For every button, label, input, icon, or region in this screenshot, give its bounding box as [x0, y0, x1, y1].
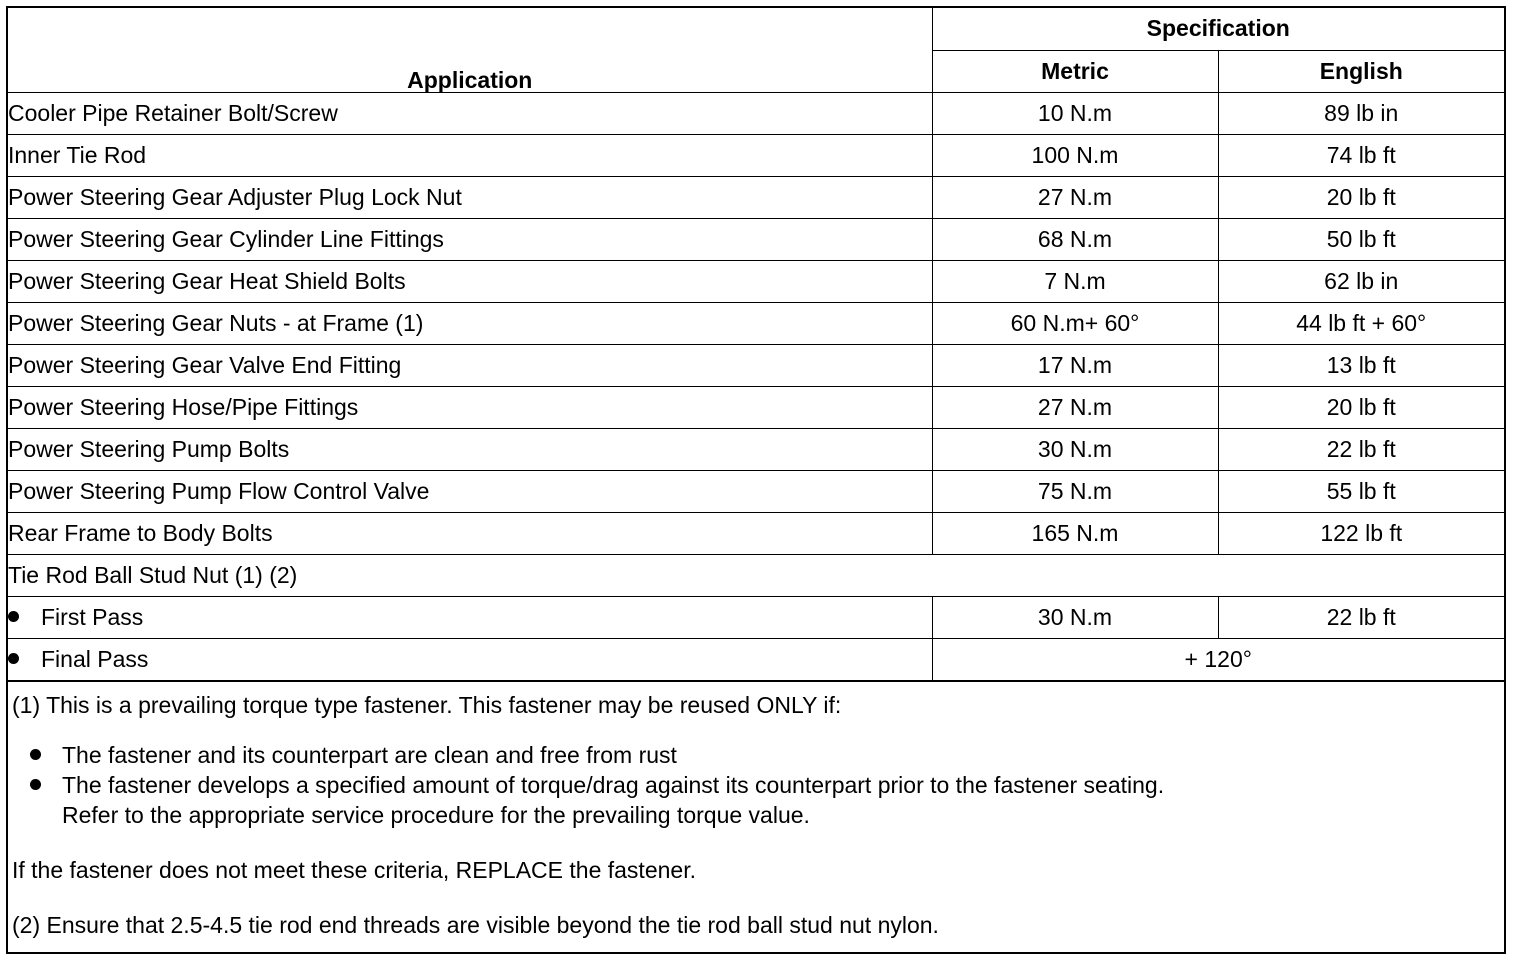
- metric-cell: 68 N.m: [932, 218, 1218, 260]
- application-cell: Power Steering Pump Bolts: [8, 428, 932, 470]
- condition-item: [30, 740, 1500, 770]
- bullet-icon: [8, 653, 19, 664]
- application-header: Application: [8, 8, 932, 92]
- subrow-final-pass: [8, 638, 1504, 680]
- table-row: [8, 302, 1504, 344]
- application-cell: Inner Tie Rod: [8, 134, 932, 176]
- metric-cell: 30 N.m: [932, 428, 1218, 470]
- note-2: (2) Ensure that 2.5-4.5 tie rod end threads are visible beyond the tie rod ball stud nut nylon.: [12, 911, 939, 938]
- application-cell: Rear Frame to Body Bolts: [8, 512, 932, 554]
- table-row: [8, 344, 1504, 386]
- condition-text: The fastener and its counterpart are clean and free from rust: [62, 741, 677, 768]
- metric-cell: 75 N.m: [932, 470, 1218, 512]
- subrow-first-pass: [8, 596, 1504, 638]
- english-cell: 13 lb ft: [1218, 344, 1504, 386]
- header-row-top: [8, 8, 1504, 50]
- table-row: [8, 470, 1504, 512]
- application-cell: Cooler Pipe Retainer Bolt/Screw: [8, 92, 932, 134]
- metric-cell: 17 N.m: [932, 344, 1218, 386]
- final-pass-value: + 120°: [932, 638, 1504, 680]
- first-pass-cell: [8, 596, 932, 638]
- note-1-conditions: [12, 740, 1500, 830]
- english-cell: 74 lb ft: [1218, 134, 1504, 176]
- application-cell: Power Steering Hose/Pipe Fittings: [8, 386, 932, 428]
- first-pass-english: 22 lb ft: [1218, 596, 1504, 638]
- metric-cell: 165 N.m: [932, 512, 1218, 554]
- english-header: English: [1218, 50, 1504, 92]
- table-row: [8, 92, 1504, 134]
- metric-cell: 27 N.m: [932, 386, 1218, 428]
- first-pass-label: First Pass: [41, 603, 144, 630]
- metric-cell: 27 N.m: [932, 176, 1218, 218]
- metric-cell: 10 N.m: [932, 92, 1218, 134]
- english-cell: 89 lb in: [1218, 92, 1504, 134]
- condition-text: The fastener develops a specified amount of torque/drag against its counterpart prior to the fastener seating.: [62, 771, 1165, 798]
- note-1-intro: (1) This is a prevailing torque type fastener. This fastener may be reused ONLY if:: [12, 691, 842, 718]
- final-pass-cell: [8, 638, 932, 680]
- application-cell: Power Steering Gear Heat Shield Bolts: [8, 260, 932, 302]
- bullet-icon: [30, 779, 41, 790]
- replace-instruction: If the fastener does not meet these criteria, REPLACE the fastener.: [12, 856, 696, 883]
- metric-cell: 100 N.m: [932, 134, 1218, 176]
- table-row: [8, 260, 1504, 302]
- condition-item: [30, 770, 1500, 830]
- english-cell: 55 lb ft: [1218, 470, 1504, 512]
- table-row: [8, 134, 1504, 176]
- table-row: [8, 386, 1504, 428]
- english-cell: 44 lb ft + 60°: [1218, 302, 1504, 344]
- table-row: [8, 428, 1504, 470]
- bullet-icon: [8, 611, 19, 622]
- torque-spec-table: [8, 8, 1504, 681]
- english-cell: 62 lb in: [1218, 260, 1504, 302]
- specification-header: Specification: [932, 8, 1504, 50]
- english-cell: 50 lb ft: [1218, 218, 1504, 260]
- application-cell: Power Steering Gear Adjuster Plug Lock Nut: [8, 176, 932, 218]
- torque-spec-sheet: [6, 6, 1506, 954]
- table-row: [8, 176, 1504, 218]
- first-pass-metric: 30 N.m: [932, 596, 1218, 638]
- footnotes: [8, 681, 1504, 940]
- english-cell: 22 lb ft: [1218, 428, 1504, 470]
- application-cell: Power Steering Gear Valve End Fitting: [8, 344, 932, 386]
- metric-header: Metric: [932, 50, 1218, 92]
- condition-text-continued: Refer to the appropriate service procedure for the prevailing torque value.: [62, 801, 810, 828]
- application-cell: Power Steering Pump Flow Control Valve: [8, 470, 932, 512]
- application-cell: Power Steering Gear Cylinder Line Fittings: [8, 218, 932, 260]
- group-application-cell: Tie Rod Ball Stud Nut (1) (2): [8, 554, 1504, 596]
- table-row: [8, 218, 1504, 260]
- metric-cell: 60 N.m+ 60°: [932, 302, 1218, 344]
- table-row: [8, 512, 1504, 554]
- final-pass-label: Final Pass: [41, 645, 149, 672]
- metric-cell: 7 N.m: [932, 260, 1218, 302]
- application-cell: Power Steering Gear Nuts - at Frame (1): [8, 302, 932, 344]
- group-row-tie-rod-ball-stud-nut: [8, 554, 1504, 596]
- english-cell: 20 lb ft: [1218, 386, 1504, 428]
- english-cell: 20 lb ft: [1218, 176, 1504, 218]
- english-cell: 122 lb ft: [1218, 512, 1504, 554]
- bullet-icon: [30, 749, 41, 760]
